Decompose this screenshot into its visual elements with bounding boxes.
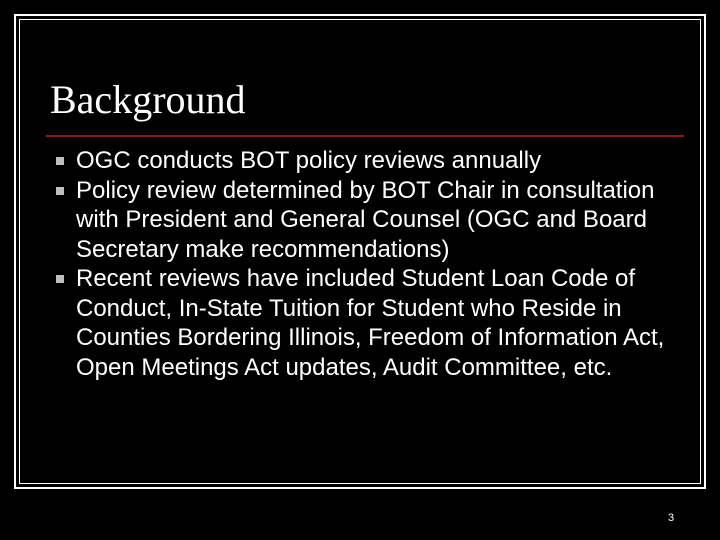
bullet-text: Policy review determined by BOT Chair in consultation with President and General Counsel (OGC and Board Secretary make recommendations) [76,176,655,263]
slide-title: Background [50,77,246,122]
page-number: 3 [668,512,675,524]
square-bullet-icon [56,275,64,283]
bullet-text: OGC conducts BOT policy reviews annually [76,147,542,174]
bullet-item [52,264,692,382]
bullet-list [52,146,692,382]
title-divider [46,135,684,137]
bullet-text: Recent reviews have included Student Loan Code of Conduct, In-State Tuition for Student who Reside in Counties Bordering Illinois, Freedom of Information Act, Open Meetings Act updates, Audit Committee, etc. [76,265,665,381]
square-bullet-icon [56,157,64,165]
square-bullet-icon [56,187,64,195]
bullet-item [52,146,692,176]
bullet-item [52,176,692,265]
